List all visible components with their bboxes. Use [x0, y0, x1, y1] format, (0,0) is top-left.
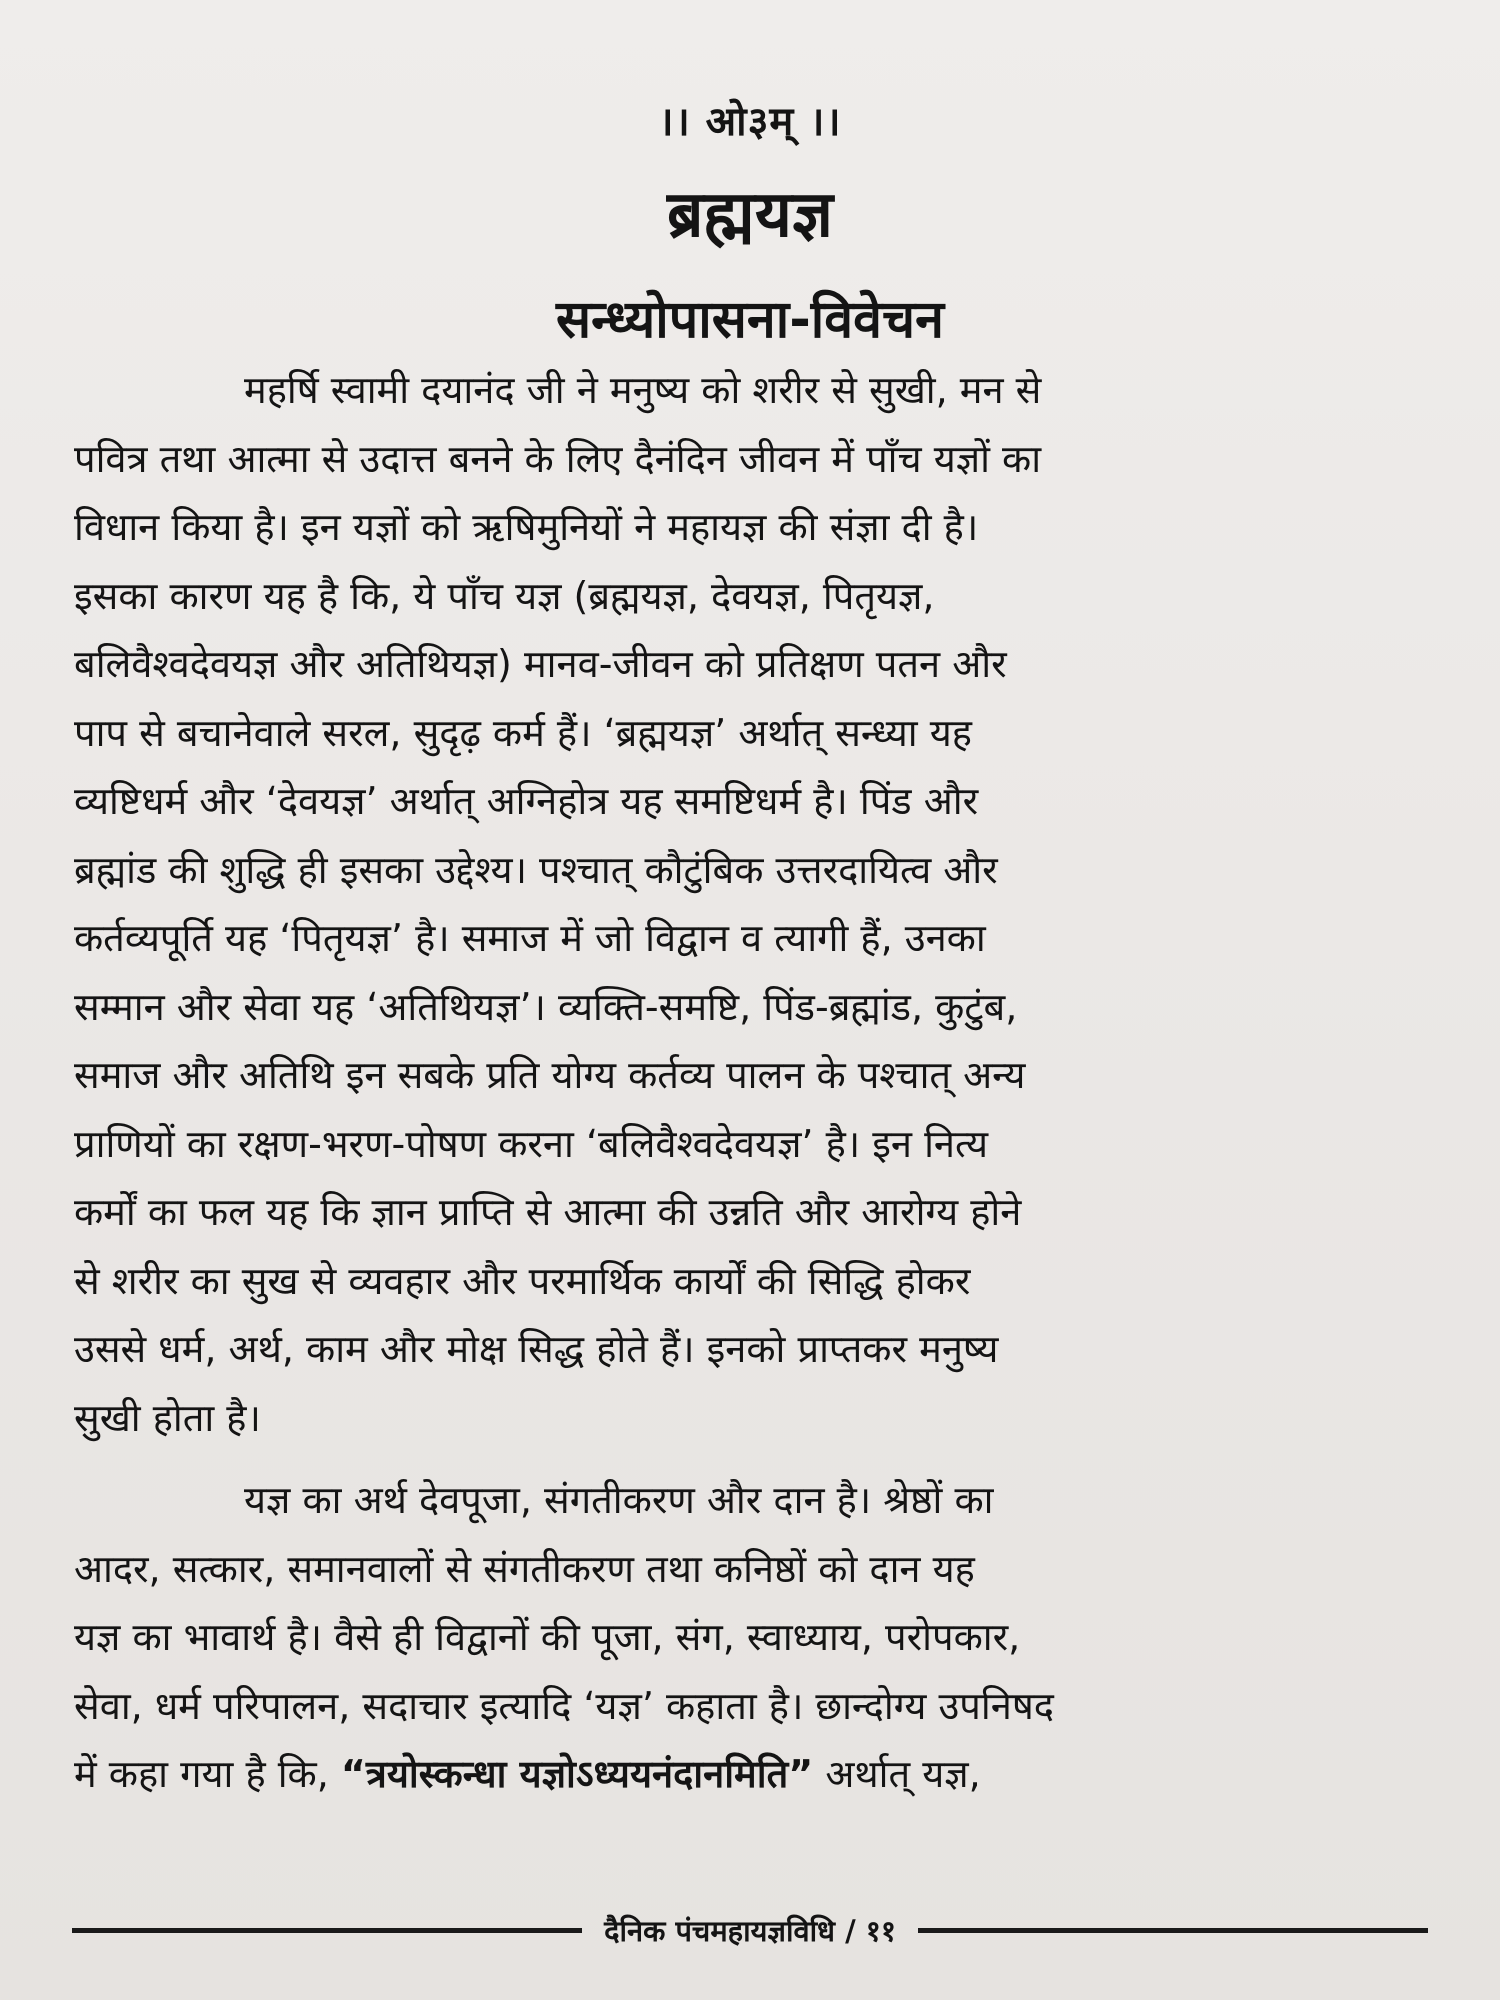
footer-label: दैनिक पंचमहायज्ञविधि / ११	[604, 1913, 896, 1948]
paragraph-1-line: बलिवैश्वदेवयज्ञ और अतिथियज्ञ) मानव-जीवन को प्रतिक्षण पतन और	[74, 642, 1007, 686]
paragraph-1-line: उससे धर्म, अर्थ, काम और मोक्ष सिद्ध होते हैं। इनको प्राप्तकर मनुष्य	[74, 1327, 999, 1371]
paragraph-1-line: ब्रह्मांड की शुद्धि ही इसका उद्देश्य। पश्चात् कौटुंबिक उत्तरदायित्व और	[74, 847, 998, 892]
paragraph-2-line: सेवा, धर्म परिपालन, सदाचार इत्यादि ‘यज्ञ’ कहाता है। छान्दोग्य उपनिषद	[74, 1683, 1054, 1728]
paragraph-1-line: विधान किया है। इन यज्ञों को ऋषिमुनियों ने महायज्ञ की संज्ञा दी है।	[74, 505, 979, 549]
paragraph-2-last-line	[74, 1740, 1420, 1809]
last-line-prefix: में कहा गया है कि,	[74, 1752, 341, 1796]
paragraph-1-line: व्यष्टिधर्म और ‘देवयज्ञ’ अर्थात् अग्निहोत्र यह समष्टिधर्म है। पिंड और	[74, 779, 979, 823]
paragraph-1-line: कर्मों का फल यह कि ज्ञान प्राप्ति से आत्मा की उन्नति और आरोग्य होने	[74, 1190, 1022, 1234]
paragraph-1-line: सम्मान और सेवा यह ‘अतिथियज्ञ’। व्यक्ति-समष्टि, पिंड-ब्रह्मांड, कुटुंब,	[74, 984, 1018, 1029]
paragraph-1-line: से शरीर का सुख से व्यवहार और परमार्थिक कार्यों की सिद्धि होकर	[74, 1258, 971, 1303]
invocation-heading: ।। ओ३म् ।।	[658, 99, 842, 145]
paragraph-1-line: समाज और अतिथि इन सबके प्रति योग्य कर्तव्य पालन के पश्चात् अन्य	[74, 1053, 1026, 1097]
page-subtitle: सन्ध्योपासना-विवेचन	[556, 290, 944, 350]
body-text	[74, 356, 1420, 1809]
last-line-suffix: अर्थात् यज्ञ,	[813, 1752, 981, 1796]
footer-rule-right	[918, 1928, 1428, 1933]
upanishad-quote: “त्रयोस्कन्धा यज्ञोऽध्ययनंदानमिति”	[340, 1752, 814, 1796]
footer-rule-left	[72, 1928, 582, 1933]
paragraph-gap	[74, 1452, 1420, 1466]
paragraph-1-line: पाप से बचानेवाले सरल, सुदृढ़ कर्म हैं। ‘ब्रह्मयज्ञ’ अर्थात् सन्ध्या यह	[74, 710, 972, 755]
paragraph-1-line: सुखी होता है।	[74, 1395, 261, 1440]
paragraph-1-line: पवित्र तथा आत्मा से उदात्त बनने के लिए दैनंदिन जीवन में पाँच यज्ञों का	[74, 436, 1042, 481]
paragraph-1-line: महर्षि स्वामी दयानंद जी ने मनुष्य को शरीर से सुखी, मन से	[244, 368, 1042, 412]
paragraph-2-line: आदर, सत्कार, समानवालों से संगतीकरण तथा कनिष्ठों को दान यह	[74, 1546, 975, 1591]
paragraph-2-line: यज्ञ का भावार्थ है। वैसे ही विद्वानों की पूजा, संग, स्वाध्याय, परोपकार,	[74, 1615, 1021, 1659]
page-footer	[72, 1908, 1428, 1952]
paragraph-1-line: इसका कारण यह है कि, ये पाँच यज्ञ (ब्रह्मयज्ञ, देवयज्ञ, पितृयज्ञ,	[74, 573, 935, 618]
page-title: ब्रह्मयज्ञ	[667, 178, 833, 252]
paragraph-1-line: प्राणियों का रक्षण-भरण-पोषण करना ‘बलिवैश्वदेवयज्ञ’ है। इन नित्य	[74, 1121, 989, 1166]
paragraph-1-line: कर्तव्यपूर्ति यह ‘पितृयज्ञ’ है। समाज में जो विद्वान व त्यागी हैं, उनका	[74, 916, 986, 960]
paragraph-2-line: यज्ञ का अर्थ देवपूजा, संगतीकरण और दान है। श्रेष्ठों का	[244, 1478, 994, 1522]
